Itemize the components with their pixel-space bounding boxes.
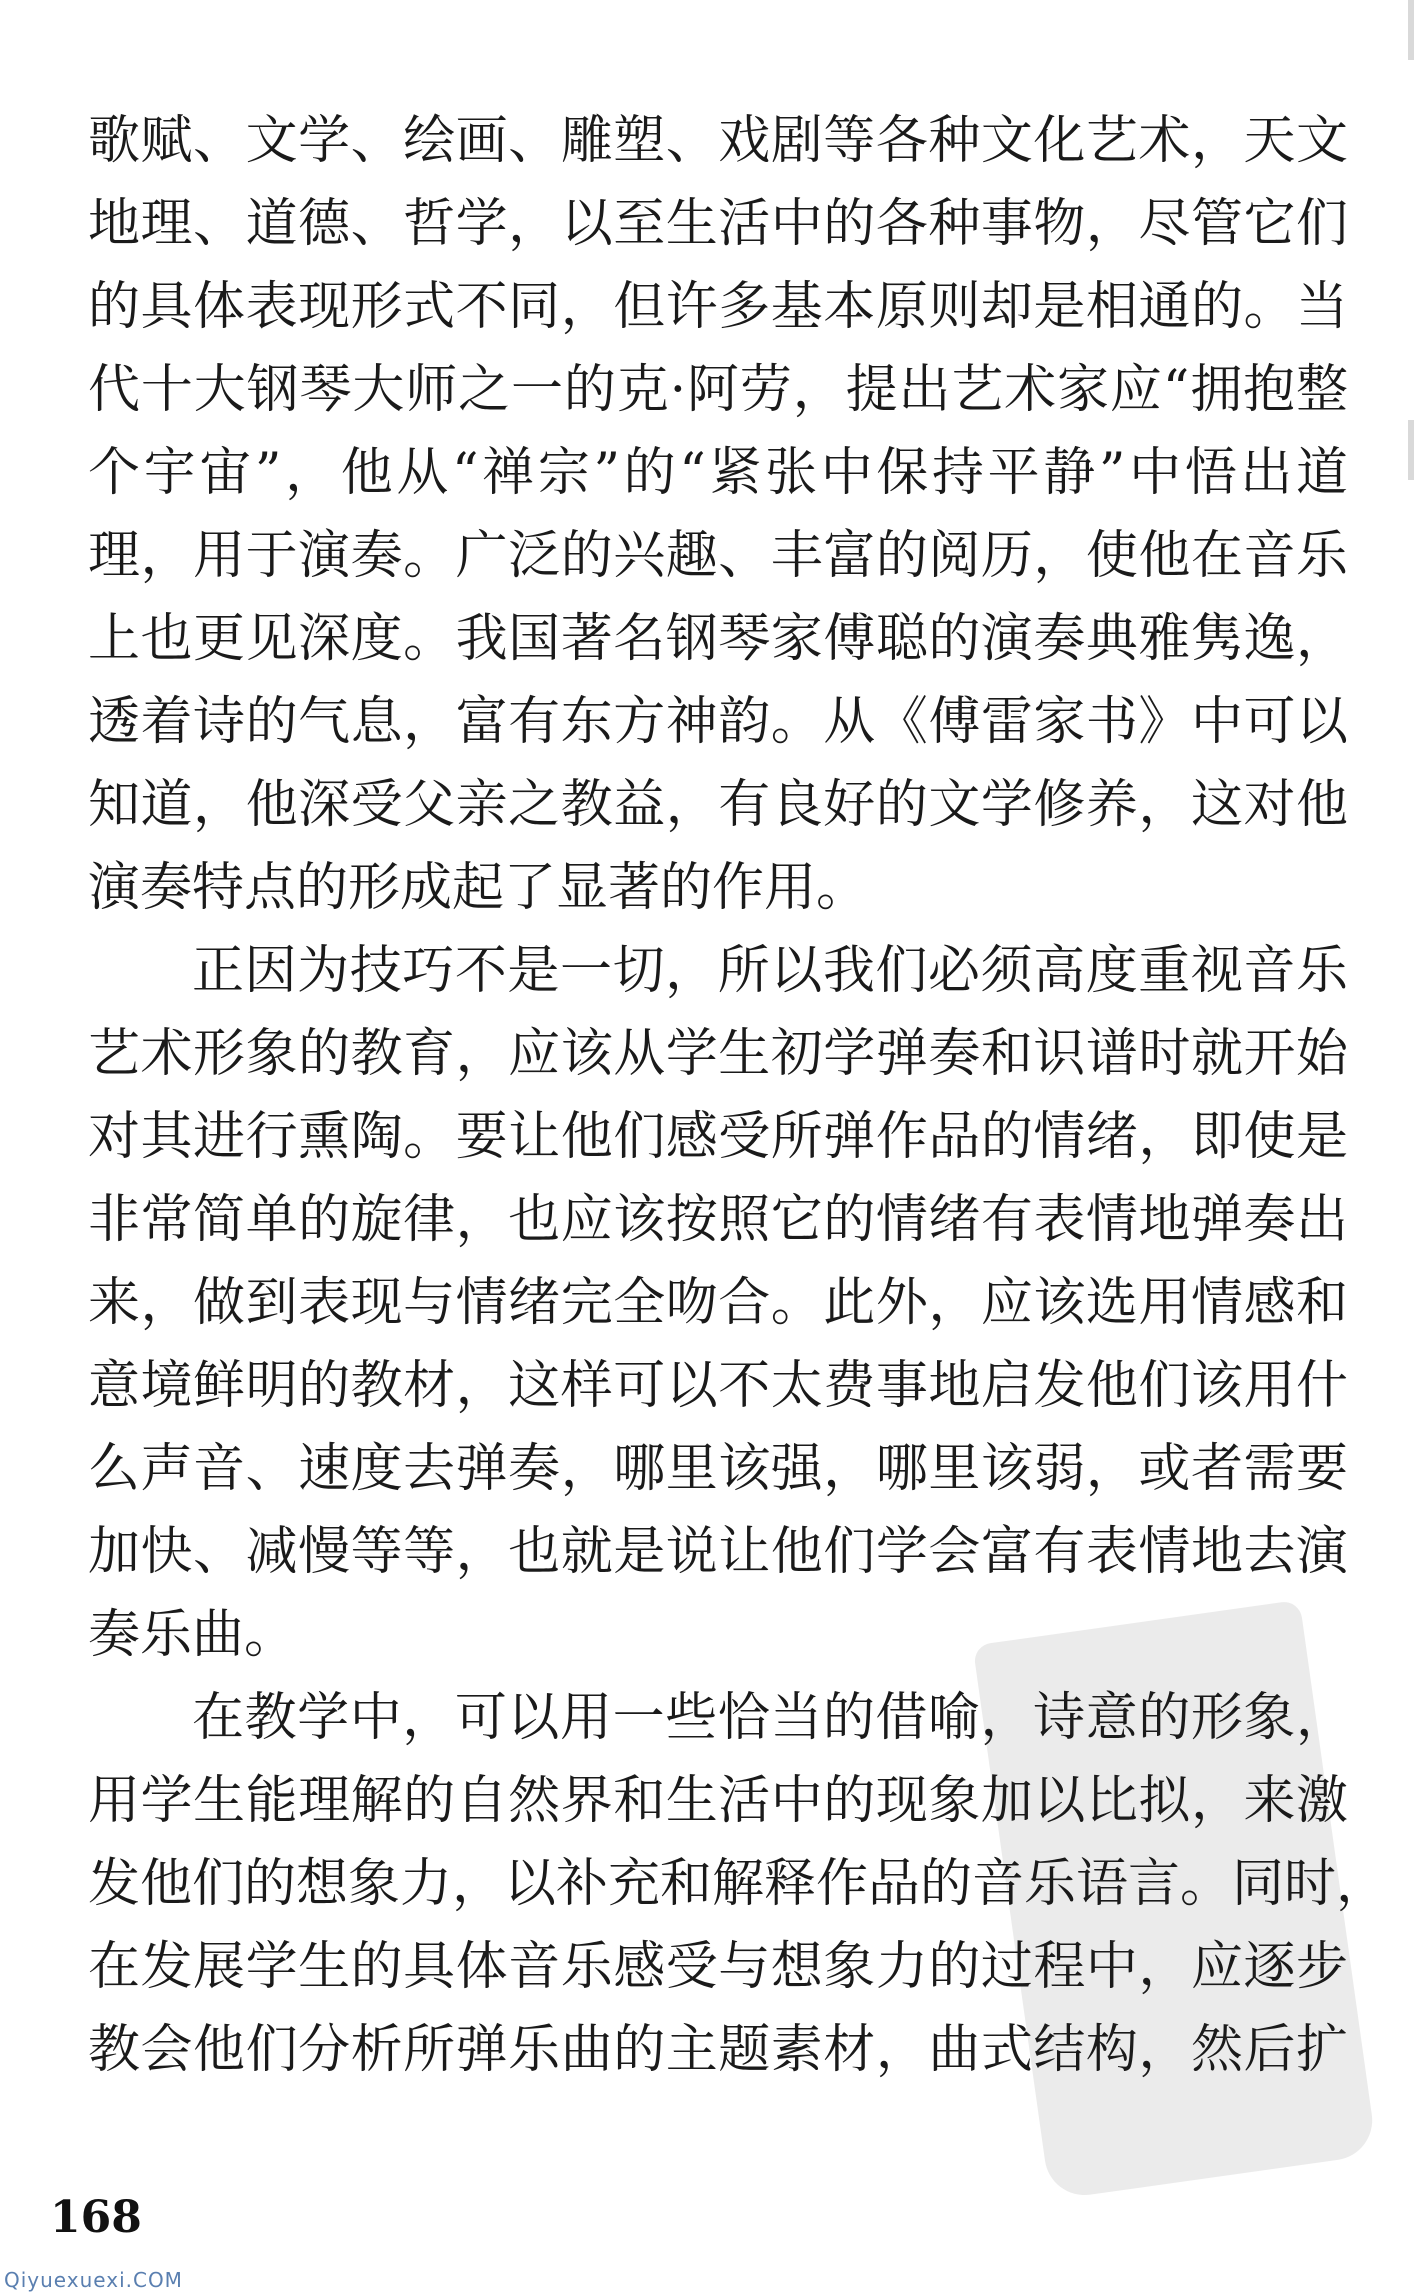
text-line: 上也更见深度。我国著名钢琴家傅聪的演奏典雅隽逸， bbox=[88, 609, 1348, 669]
page-edge-mark bbox=[1408, 0, 1414, 60]
text-line: 个宇宙”，他从“禅宗”的“紧张中保持平静”中悟出道 bbox=[88, 443, 1348, 503]
text-line: 非常简单的旋律，也应该按照它的情绪有表情地弹奏出 bbox=[88, 1190, 1348, 1250]
text-line: 地理、道德、哲学，以至生活中的各种事物，尽管它们 bbox=[88, 194, 1348, 254]
text-line: 么声音、速度去弹奏，哪里该强，哪里该弱，或者需要 bbox=[88, 1439, 1348, 1499]
text-line: 歌赋、文学、绘画、雕塑、戏剧等各种文化艺术，天文 bbox=[88, 111, 1348, 171]
body-text bbox=[88, 100, 1389, 2092]
watermark-url: Qiyuexuexi.COM bbox=[4, 2268, 183, 2292]
text-line: 教会他们分析所弹乐曲的主题素材，曲式结构，然后扩 bbox=[88, 2020, 1348, 2080]
text-line: 对其进行熏陶。要让他们感受所弹作品的情绪，即使是 bbox=[88, 1107, 1348, 1167]
page-edge-mark bbox=[1408, 420, 1414, 480]
text-line: 加快、减慢等等，也就是说让他们学会富有表情地去演 bbox=[88, 1522, 1348, 1582]
text-line: 的具体表现形式不同，但许多基本原则却是相通的。当 bbox=[88, 277, 1348, 337]
text-line: 奏乐曲。 bbox=[88, 1605, 297, 1665]
page-number: 168 bbox=[50, 2192, 142, 2243]
text-line: 来，做到表现与情绪完全吻合。此外，应该选用情感和 bbox=[88, 1273, 1348, 1333]
text-line: 意境鲜明的教材，这样可以不太费事地启发他们该用什 bbox=[88, 1356, 1348, 1416]
text-line: 理，用于演奏。广泛的兴趣、丰富的阅历，使他在音乐 bbox=[88, 526, 1348, 586]
text-line: 在发展学生的具体音乐感受与想象力的过程中，应逐步 bbox=[88, 1937, 1348, 1997]
text-line: 在教学中，可以用一些恰当的借喻，诗意的形象， bbox=[192, 1688, 1348, 1748]
text-line: 用学生能理解的自然界和生活中的现象加以比拟，来激 bbox=[88, 1771, 1348, 1831]
text-line: 艺术形象的教育，应该从学生初学弹奏和识谱时就开始 bbox=[88, 1024, 1348, 1084]
text-line: 代十大钢琴大师之一的克·阿劳，提出艺术家应“拥抱整 bbox=[88, 360, 1348, 420]
text-line: 知道，他深受父亲之教益，有良好的文学修养，这对他 bbox=[88, 775, 1348, 835]
text-line: 发他们的想象力，以补充和解释作品的音乐语言。同时， bbox=[88, 1854, 1389, 1914]
text-line: 透着诗的气息，富有东方神韵。从《傅雷家书》中可以 bbox=[88, 692, 1348, 752]
text-line: 正因为技巧不是一切，所以我们必须高度重视音乐 bbox=[192, 941, 1348, 1001]
text-line: 演奏特点的形成起了显著的作用。 bbox=[88, 858, 869, 918]
